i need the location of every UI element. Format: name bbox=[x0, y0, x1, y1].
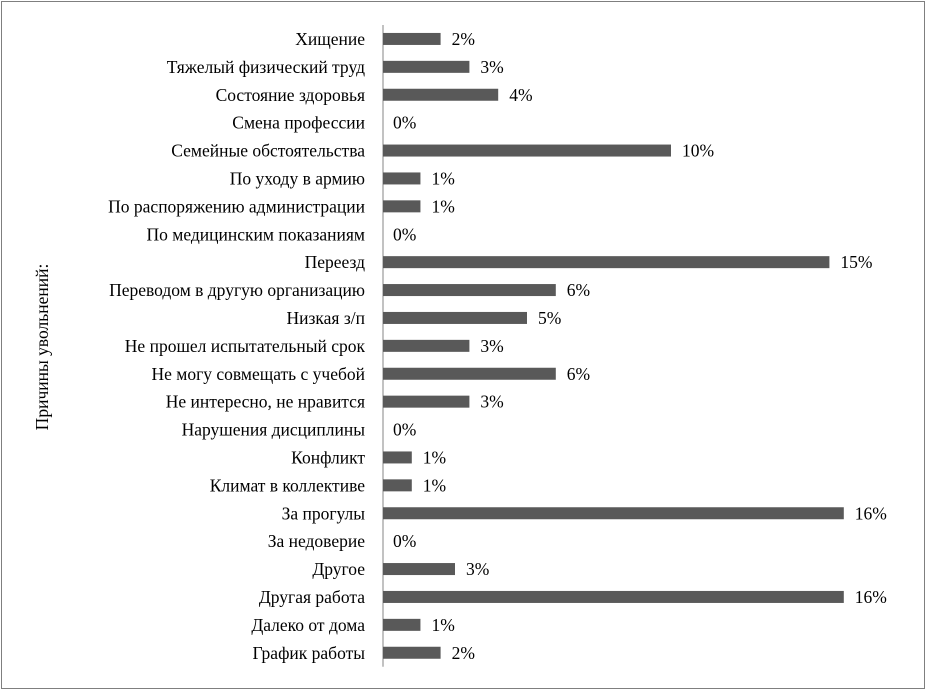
category-label: Переводом в другую организацию bbox=[109, 280, 365, 301]
category-label: Другое bbox=[312, 559, 365, 580]
chart-frame bbox=[1, 1, 925, 689]
value-label: 6% bbox=[566, 363, 591, 384]
bar bbox=[383, 591, 844, 603]
bar bbox=[383, 396, 469, 408]
bar bbox=[383, 145, 671, 157]
category-label: Состояние здоровья bbox=[215, 84, 365, 105]
y-axis-title: Причины увольнений: bbox=[32, 263, 52, 431]
bar-chart bbox=[2, 2, 926, 690]
bar bbox=[383, 312, 527, 324]
category-label: Тяжелый физический труд bbox=[166, 56, 365, 77]
value-label: 3% bbox=[480, 56, 504, 77]
value-label: 5% bbox=[538, 307, 562, 328]
category-label: Далеко от дома bbox=[251, 614, 365, 635]
bar bbox=[383, 479, 412, 491]
bar bbox=[383, 647, 441, 659]
bar bbox=[383, 368, 556, 380]
value-label: 1% bbox=[422, 447, 447, 468]
value-label: 3% bbox=[480, 391, 504, 412]
value-label: 0% bbox=[393, 419, 417, 440]
value-label: 10% bbox=[682, 140, 715, 161]
value-label: 15% bbox=[840, 252, 873, 273]
value-label: 6% bbox=[566, 280, 591, 301]
value-label: 16% bbox=[854, 586, 887, 607]
value-label: 1% bbox=[431, 196, 455, 217]
value-label: 3% bbox=[480, 335, 504, 356]
bar bbox=[383, 507, 844, 519]
category-label: Хищение bbox=[295, 28, 365, 49]
value-label: 2% bbox=[451, 28, 475, 49]
value-label: 2% bbox=[451, 642, 475, 663]
category-label: Переезд bbox=[304, 252, 365, 273]
category-label: По распоряжению администрации bbox=[108, 196, 365, 217]
bar bbox=[383, 172, 420, 184]
category-label: По уходу в армию bbox=[229, 168, 365, 189]
value-label: 3% bbox=[466, 559, 490, 580]
category-label: Нарушения дисциплины bbox=[181, 419, 365, 440]
category-label: Другая работа bbox=[258, 586, 365, 607]
bar bbox=[383, 33, 441, 45]
bar bbox=[383, 256, 829, 268]
value-label: 0% bbox=[393, 531, 417, 552]
bar bbox=[383, 563, 455, 575]
value-label: 1% bbox=[422, 475, 447, 496]
value-label: 0% bbox=[393, 112, 417, 133]
value-label: 4% bbox=[509, 84, 533, 105]
bar bbox=[383, 284, 556, 296]
value-label: 1% bbox=[431, 614, 455, 635]
category-label: Смена профессии bbox=[232, 112, 365, 133]
category-label: Не интересно, не нравится bbox=[165, 391, 365, 412]
category-label: По медицинским показаниям bbox=[146, 224, 365, 245]
bar bbox=[383, 451, 412, 463]
category-label: Низкая з/п bbox=[286, 307, 365, 328]
bar bbox=[383, 340, 469, 352]
bars-layer bbox=[383, 33, 844, 659]
bar bbox=[383, 89, 498, 101]
category-label: Не прошел испытательный срок bbox=[124, 335, 365, 356]
category-label: Конфликт bbox=[291, 447, 365, 468]
category-label: Семейные обстоятельства bbox=[171, 140, 365, 161]
value-label: 1% bbox=[431, 168, 455, 189]
category-label: За прогулы bbox=[281, 503, 365, 524]
bar bbox=[383, 200, 420, 212]
category-label: Не могу совмещать с учебой bbox=[151, 363, 365, 384]
bar bbox=[383, 619, 420, 631]
category-label: Климат в коллективе bbox=[209, 475, 365, 496]
category-label: За недоверие bbox=[267, 531, 365, 552]
category-labels-layer bbox=[108, 29, 365, 663]
category-label: График работы bbox=[252, 642, 365, 663]
bar bbox=[383, 61, 469, 73]
value-label: 0% bbox=[393, 224, 417, 245]
value-label: 16% bbox=[854, 503, 887, 524]
